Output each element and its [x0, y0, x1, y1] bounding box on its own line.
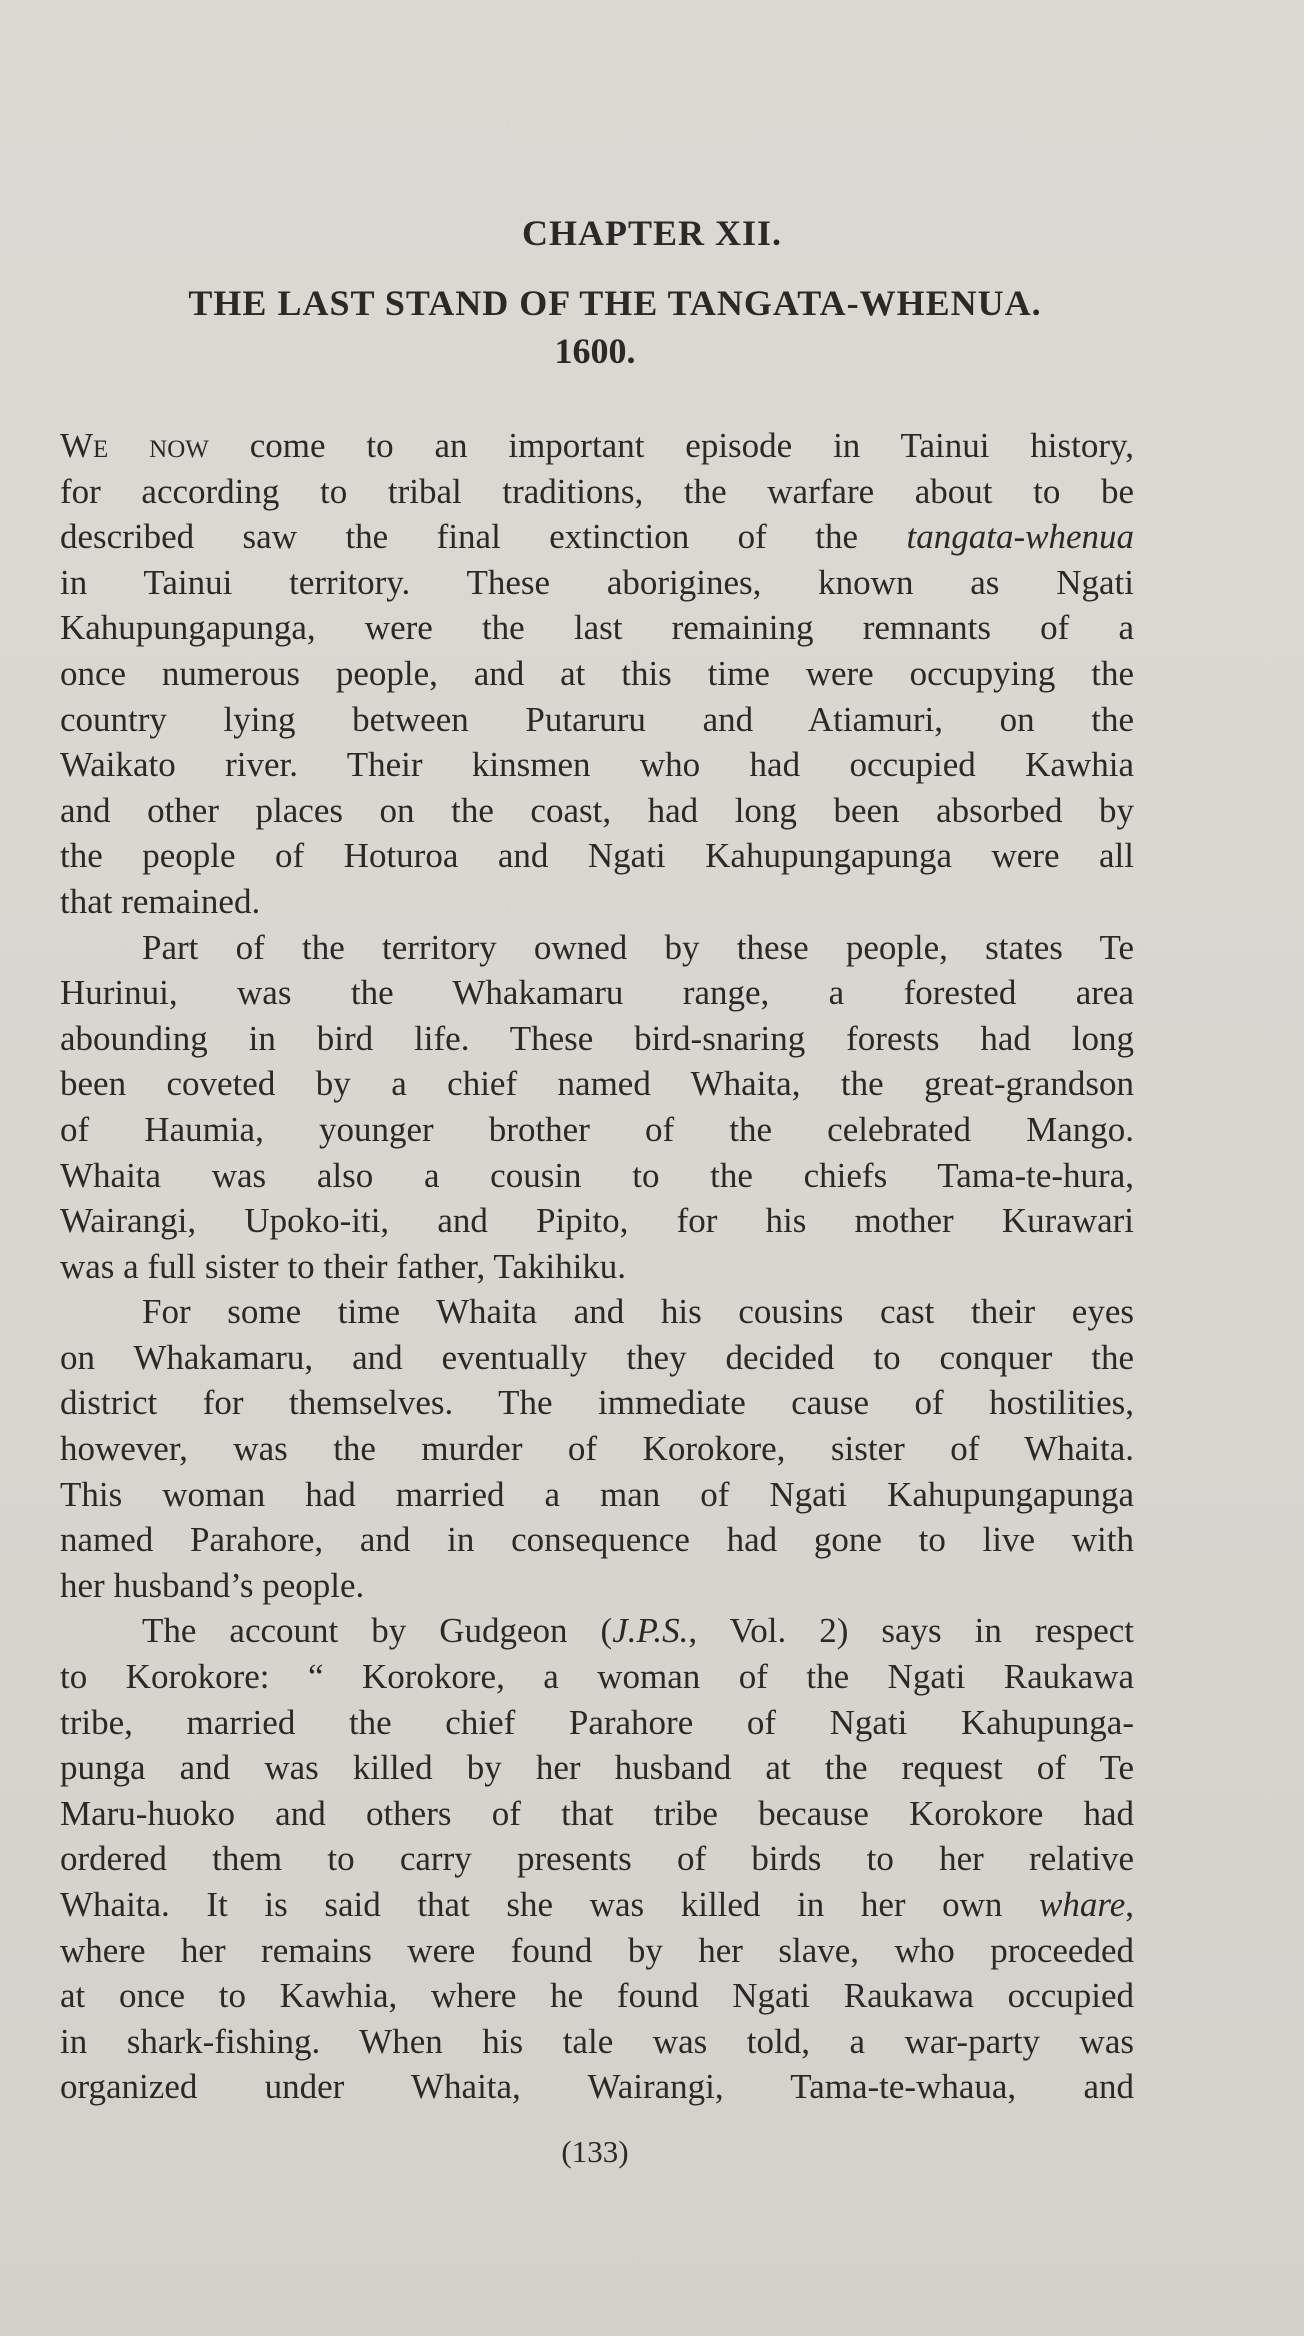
text-segment: abounding in bird life. These bird-snaring forests had long: [60, 1018, 1134, 1058]
text-segment: district for themselves. The immediate cause of hostilities,: [60, 1383, 1134, 1423]
text-line: [60, 1153, 1134, 1199]
text-segment: For some time Whaita and his cousins cast their eyes: [142, 1292, 1134, 1332]
text-line: [60, 879, 1134, 925]
chapter-number: CHAPTER XII.: [521, 213, 783, 253]
text-segment: in shark-fishing. When his tale was told, a war-party was: [60, 2021, 1134, 2061]
text-segment: was a full sister to their father, Takihiku.: [60, 1246, 627, 1286]
text-line: [60, 1882, 1134, 1928]
text-line: [60, 1244, 1134, 1290]
text-line: [60, 1836, 1134, 1882]
text-line: [60, 833, 1134, 879]
text-segment: on Whakamaru, and eventually they decided to conquer the: [60, 1337, 1134, 1377]
text-segment: , Vol. 2) says in respect: [688, 1611, 1134, 1651]
text-segment: to Korokore: “ Korokore, a woman of the Ngati Raukawa: [60, 1657, 1134, 1697]
text-line: [60, 742, 1134, 788]
text-line: [60, 1563, 1134, 1609]
text-segment: of Haumia, younger brother of the celebrated Mango.: [60, 1109, 1134, 1149]
small-caps-opening: We now: [60, 426, 209, 465]
text-line: [60, 925, 1134, 971]
text-line: [60, 1608, 1134, 1654]
body-text: [60, 423, 1134, 2110]
text-segment: organized under Whaita, Wairangi, Tama-te-whaua, and: [60, 2067, 1134, 2107]
text-line: [60, 1380, 1134, 1426]
text-segment: named Parahore, and in consequence had gone to live with: [60, 1520, 1134, 1560]
text-segment: ordered them to carry presents of birds to her relative: [60, 1839, 1134, 1879]
text-segment: The account by Gudgeon (: [142, 1611, 613, 1651]
text-line: [60, 1973, 1134, 2019]
italic-term: tangata-whenua: [906, 517, 1134, 557]
text-line: [60, 1791, 1134, 1837]
text-line: [60, 1335, 1134, 1381]
text-segment: Part of the territory owned by these people, states Te: [142, 927, 1134, 967]
text-line: [60, 1107, 1134, 1153]
text-segment: Whaita. It is said that she was killed in her own: [60, 1885, 1040, 1924]
text-line: [60, 514, 1134, 560]
text-line: [60, 1426, 1134, 1472]
chapter-title: THE LAST STAND OF THE TANGATA-WHENUA.: [188, 283, 1042, 323]
text-line: [60, 1289, 1134, 1335]
text-segment: once numerous people, and at this time were occupying the: [60, 653, 1134, 693]
text-line: [60, 788, 1134, 834]
text-line: [60, 1472, 1134, 1518]
text-line: [60, 1517, 1134, 1563]
chapter-date: 1600.: [554, 331, 636, 371]
text-line: [60, 469, 1134, 515]
text-segment: Kahupungapunga, were the last remaining remnants of a: [60, 608, 1134, 648]
page-number: (133): [561, 2134, 629, 2169]
text-segment: country lying between Putaruru and Atiamuri, on the: [60, 699, 1134, 739]
text-line: [60, 423, 1134, 469]
text-segment: in Tainui territory. These aborigines, known as Ngati: [60, 562, 1134, 602]
text-line: [60, 560, 1134, 606]
text-segment: This woman had married a man of Ngati Kahupungapunga: [60, 1474, 1134, 1514]
text-segment: Whaita was also a cousin to the chiefs Tama-te-hura,: [60, 1155, 1134, 1195]
text-line: [60, 1061, 1134, 1107]
text-segment: Waikato river. Their kinsmen who had occupied Kawhia: [60, 745, 1134, 785]
text-segment: ,: [1125, 1885, 1134, 1924]
text-segment: Maru-huoko and others of that tribe because Korokore had: [60, 1793, 1134, 1833]
text-segment: and other places on the coast, had long been absorbed by: [60, 790, 1134, 830]
text-segment: come to an important episode in Tainui history,: [208, 426, 1134, 465]
text-line: [60, 1700, 1134, 1746]
text-line: [60, 1928, 1134, 1974]
text-line: [60, 605, 1134, 651]
text-line: [60, 1198, 1134, 1244]
text-segment: Hurinui, was the Whakamaru range, a forested area: [60, 973, 1134, 1013]
text-line: [60, 1016, 1134, 1062]
text-line: [60, 2064, 1134, 2110]
text-line: [60, 1654, 1134, 1700]
italic-term: J.P.S.: [612, 1611, 689, 1651]
text-line: [60, 1745, 1134, 1791]
text-segment: for according to tribal traditions, the warfare about to be: [60, 471, 1134, 511]
text-segment: that remained.: [60, 881, 261, 921]
text-segment: at once to Kawhia, where he found Ngati Raukawa occupied: [60, 1976, 1134, 2016]
text-segment: however, was the murder of Korokore, sister of Whaita.: [60, 1429, 1134, 1469]
italic-term: whare: [1039, 1885, 1126, 1924]
text-line: [60, 651, 1134, 697]
text-segment: tribe, married the chief Parahore of Ngati Kahupunga-: [60, 1702, 1134, 1742]
text-segment: been coveted by a chief named Whaita, the great-grandson: [60, 1064, 1134, 1104]
text-segment: Wairangi, Upoko-iti, and Pipito, for his mother Kurawari: [60, 1201, 1134, 1241]
text-line: [60, 2019, 1134, 2065]
text-line: [60, 970, 1134, 1016]
text-segment: punga and was killed by her husband at the request of Te: [60, 1748, 1134, 1788]
text-segment: where her remains were found by her slave, who proceeded: [60, 1930, 1134, 1970]
text-segment: her husband’s people.: [60, 1565, 365, 1605]
text-segment: described saw the final extinction of the: [60, 517, 907, 557]
text-line: [60, 697, 1134, 743]
text-segment: the people of Hoturoa and Ngati Kahupungapunga were all: [60, 836, 1134, 876]
